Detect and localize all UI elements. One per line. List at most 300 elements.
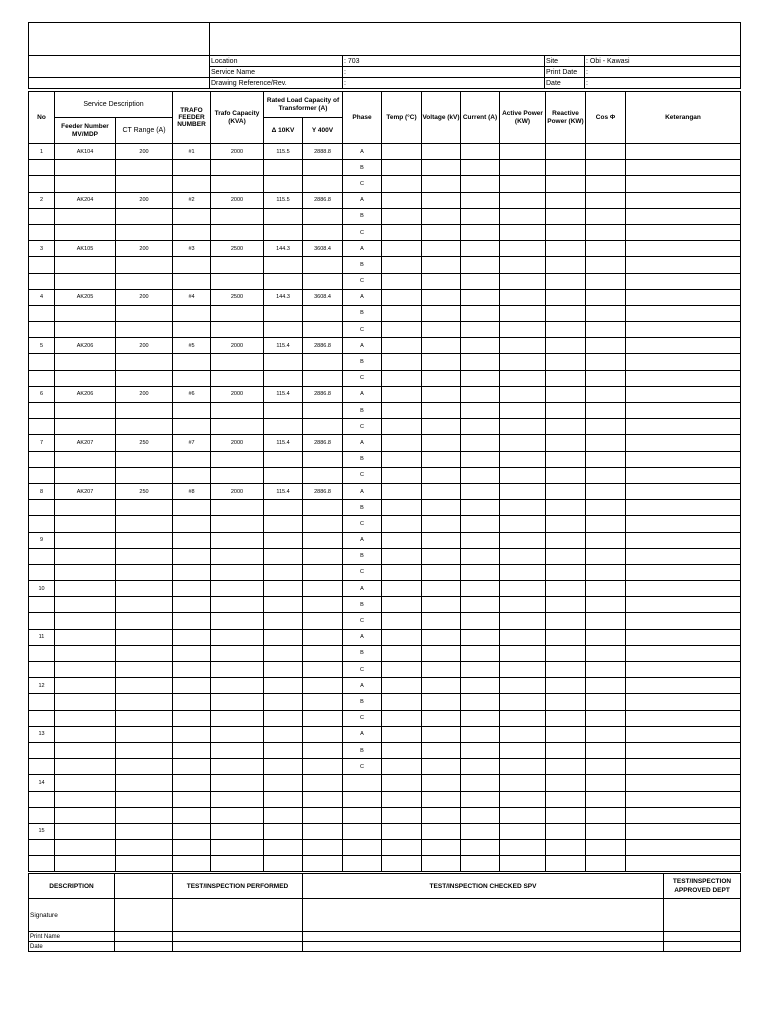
- cell-voltage[interactable]: [422, 791, 461, 807]
- cell-voltage[interactable]: [422, 241, 461, 257]
- cell-keterangan[interactable]: [626, 467, 741, 483]
- cell-reactive-power[interactable]: [546, 224, 586, 240]
- cell-cos-phi[interactable]: [586, 451, 626, 467]
- cell-reactive-power[interactable]: [546, 775, 586, 791]
- cell-temp[interactable]: [382, 710, 422, 726]
- cell-cos-phi[interactable]: [586, 160, 626, 176]
- cell-active-power[interactable]: [500, 224, 546, 240]
- cell-temp[interactable]: [382, 176, 422, 192]
- cell-keterangan[interactable]: [626, 791, 741, 807]
- cell-active-power[interactable]: [500, 176, 546, 192]
- cell-keterangan[interactable]: [626, 694, 741, 710]
- cell-voltage[interactable]: [422, 144, 461, 160]
- cell-temp[interactable]: [382, 305, 422, 321]
- cell-keterangan[interactable]: [626, 224, 741, 240]
- cell-current[interactable]: [461, 710, 500, 726]
- cell-keterangan[interactable]: [626, 548, 741, 564]
- cell-voltage[interactable]: [422, 694, 461, 710]
- cell-keterangan[interactable]: [626, 516, 741, 532]
- cell-voltage[interactable]: [422, 823, 461, 839]
- cell-voltage[interactable]: [422, 338, 461, 354]
- cell-temp[interactable]: [382, 354, 422, 370]
- cell-keterangan[interactable]: [626, 629, 741, 645]
- cell-cos-phi[interactable]: [586, 581, 626, 597]
- cell-keterangan[interactable]: [626, 322, 741, 338]
- cell-temp[interactable]: [382, 451, 422, 467]
- cell-current[interactable]: [461, 856, 500, 872]
- cell-current[interactable]: [461, 500, 500, 516]
- cell-current[interactable]: [461, 176, 500, 192]
- cell-voltage[interactable]: [422, 208, 461, 224]
- cell-cos-phi[interactable]: [586, 224, 626, 240]
- cell-cos-phi[interactable]: [586, 759, 626, 775]
- cell-current[interactable]: [461, 613, 500, 629]
- cell-reactive-power[interactable]: [546, 791, 586, 807]
- cell-temp[interactable]: [382, 273, 422, 289]
- cell-reactive-power[interactable]: [546, 354, 586, 370]
- cell-cos-phi[interactable]: [586, 516, 626, 532]
- cell-keterangan[interactable]: [626, 775, 741, 791]
- cell-current[interactable]: [461, 208, 500, 224]
- date-performed-field[interactable]: [173, 942, 303, 952]
- cell-cos-phi[interactable]: [586, 338, 626, 354]
- cell-active-power[interactable]: [500, 856, 546, 872]
- cell-current[interactable]: [461, 678, 500, 694]
- cell-temp[interactable]: [382, 629, 422, 645]
- cell-temp[interactable]: [382, 791, 422, 807]
- cell-keterangan[interactable]: [626, 710, 741, 726]
- cell-keterangan[interactable]: [626, 419, 741, 435]
- cell-keterangan[interactable]: [626, 370, 741, 386]
- signature-performed-field[interactable]: [173, 899, 303, 932]
- cell-voltage[interactable]: [422, 662, 461, 678]
- cell-active-power[interactable]: [500, 354, 546, 370]
- cell-active-power[interactable]: [500, 160, 546, 176]
- cell-reactive-power[interactable]: [546, 532, 586, 548]
- cell-keterangan[interactable]: [626, 597, 741, 613]
- cell-temp[interactable]: [382, 289, 422, 305]
- cell-cos-phi[interactable]: [586, 354, 626, 370]
- cell-temp[interactable]: [382, 370, 422, 386]
- cell-cos-phi[interactable]: [586, 742, 626, 758]
- signature-approved-field[interactable]: [664, 899, 741, 932]
- cell-reactive-power[interactable]: [546, 257, 586, 273]
- cell-current[interactable]: [461, 467, 500, 483]
- cell-current[interactable]: [461, 726, 500, 742]
- cell-temp[interactable]: [382, 386, 422, 402]
- cell-cos-phi[interactable]: [586, 241, 626, 257]
- cell-temp[interactable]: [382, 241, 422, 257]
- cell-active-power[interactable]: [500, 322, 546, 338]
- cell-current[interactable]: [461, 516, 500, 532]
- cell-temp[interactable]: [382, 516, 422, 532]
- cell-active-power[interactable]: [500, 370, 546, 386]
- cell-reactive-power[interactable]: [546, 208, 586, 224]
- cell-cos-phi[interactable]: [586, 289, 626, 305]
- cell-keterangan[interactable]: [626, 662, 741, 678]
- cell-temp[interactable]: [382, 419, 422, 435]
- cell-reactive-power[interactable]: [546, 807, 586, 823]
- cell-temp[interactable]: [382, 322, 422, 338]
- cell-voltage[interactable]: [422, 807, 461, 823]
- cell-cos-phi[interactable]: [586, 305, 626, 321]
- cell-temp[interactable]: [382, 613, 422, 629]
- cell-current[interactable]: [461, 289, 500, 305]
- cell-cos-phi[interactable]: [586, 823, 626, 839]
- cell-current[interactable]: [461, 273, 500, 289]
- cell-reactive-power[interactable]: [546, 176, 586, 192]
- cell-reactive-power[interactable]: [546, 516, 586, 532]
- cell-voltage[interactable]: [422, 192, 461, 208]
- cell-active-power[interactable]: [500, 289, 546, 305]
- cell-temp[interactable]: [382, 564, 422, 580]
- cell-current[interactable]: [461, 386, 500, 402]
- cell-voltage[interactable]: [422, 629, 461, 645]
- cell-reactive-power[interactable]: [546, 322, 586, 338]
- cell-current[interactable]: [461, 791, 500, 807]
- cell-active-power[interactable]: [500, 532, 546, 548]
- cell-voltage[interactable]: [422, 273, 461, 289]
- cell-current[interactable]: [461, 629, 500, 645]
- cell-cos-phi[interactable]: [586, 483, 626, 499]
- cell-active-power[interactable]: [500, 273, 546, 289]
- cell-active-power[interactable]: [500, 564, 546, 580]
- cell-cos-phi[interactable]: [586, 403, 626, 419]
- cell-keterangan[interactable]: [626, 273, 741, 289]
- cell-active-power[interactable]: [500, 467, 546, 483]
- cell-voltage[interactable]: [422, 289, 461, 305]
- cell-keterangan[interactable]: [626, 500, 741, 516]
- cell-keterangan[interactable]: [626, 435, 741, 451]
- cell-cos-phi[interactable]: [586, 710, 626, 726]
- cell-temp[interactable]: [382, 807, 422, 823]
- print-name-performed-field[interactable]: [173, 932, 303, 942]
- cell-current[interactable]: [461, 305, 500, 321]
- cell-current[interactable]: [461, 354, 500, 370]
- cell-temp[interactable]: [382, 742, 422, 758]
- cell-active-power[interactable]: [500, 840, 546, 856]
- cell-temp[interactable]: [382, 257, 422, 273]
- cell-voltage[interactable]: [422, 726, 461, 742]
- cell-active-power[interactable]: [500, 548, 546, 564]
- cell-active-power[interactable]: [500, 403, 546, 419]
- print-name-checked-field[interactable]: [303, 932, 664, 942]
- cell-cos-phi[interactable]: [586, 435, 626, 451]
- cell-keterangan[interactable]: [626, 305, 741, 321]
- cell-voltage[interactable]: [422, 613, 461, 629]
- cell-active-power[interactable]: [500, 726, 546, 742]
- cell-current[interactable]: [461, 338, 500, 354]
- cell-voltage[interactable]: [422, 775, 461, 791]
- cell-current[interactable]: [461, 742, 500, 758]
- cell-keterangan[interactable]: [626, 208, 741, 224]
- cell-current[interactable]: [461, 241, 500, 257]
- cell-reactive-power[interactable]: [546, 403, 586, 419]
- cell-cos-phi[interactable]: [586, 791, 626, 807]
- cell-reactive-power[interactable]: [546, 241, 586, 257]
- cell-voltage[interactable]: [422, 322, 461, 338]
- cell-active-power[interactable]: [500, 338, 546, 354]
- cell-voltage[interactable]: [422, 500, 461, 516]
- date-approved-field[interactable]: [664, 942, 741, 952]
- cell-cos-phi[interactable]: [586, 856, 626, 872]
- cell-active-power[interactable]: [500, 435, 546, 451]
- cell-temp[interactable]: [382, 192, 422, 208]
- cell-temp[interactable]: [382, 694, 422, 710]
- cell-current[interactable]: [461, 564, 500, 580]
- cell-current[interactable]: [461, 532, 500, 548]
- cell-keterangan[interactable]: [626, 581, 741, 597]
- cell-temp[interactable]: [382, 823, 422, 839]
- cell-temp[interactable]: [382, 645, 422, 661]
- date-checked-field[interactable]: [303, 942, 664, 952]
- cell-reactive-power[interactable]: [546, 160, 586, 176]
- cell-reactive-power[interactable]: [546, 419, 586, 435]
- cell-active-power[interactable]: [500, 419, 546, 435]
- cell-active-power[interactable]: [500, 678, 546, 694]
- cell-active-power[interactable]: [500, 710, 546, 726]
- cell-active-power[interactable]: [500, 645, 546, 661]
- cell-temp[interactable]: [382, 759, 422, 775]
- cell-temp[interactable]: [382, 678, 422, 694]
- cell-voltage[interactable]: [422, 581, 461, 597]
- cell-reactive-power[interactable]: [546, 467, 586, 483]
- cell-current[interactable]: [461, 192, 500, 208]
- cell-current[interactable]: [461, 645, 500, 661]
- cell-current[interactable]: [461, 823, 500, 839]
- cell-temp[interactable]: [382, 726, 422, 742]
- cell-keterangan[interactable]: [626, 192, 741, 208]
- cell-temp[interactable]: [382, 435, 422, 451]
- cell-temp[interactable]: [382, 548, 422, 564]
- cell-reactive-power[interactable]: [546, 386, 586, 402]
- cell-temp[interactable]: [382, 662, 422, 678]
- cell-cos-phi[interactable]: [586, 678, 626, 694]
- cell-temp[interactable]: [382, 160, 422, 176]
- cell-current[interactable]: [461, 597, 500, 613]
- cell-temp[interactable]: [382, 500, 422, 516]
- cell-cos-phi[interactable]: [586, 273, 626, 289]
- cell-keterangan[interactable]: [626, 176, 741, 192]
- cell-voltage[interactable]: [422, 257, 461, 273]
- cell-reactive-power[interactable]: [546, 823, 586, 839]
- cell-temp[interactable]: [382, 775, 422, 791]
- cell-reactive-power[interactable]: [546, 370, 586, 386]
- cell-keterangan[interactable]: [626, 289, 741, 305]
- cell-reactive-power[interactable]: [546, 694, 586, 710]
- cell-temp[interactable]: [382, 597, 422, 613]
- cell-current[interactable]: [461, 419, 500, 435]
- cell-keterangan[interactable]: [626, 645, 741, 661]
- cell-cos-phi[interactable]: [586, 807, 626, 823]
- cell-cos-phi[interactable]: [586, 144, 626, 160]
- cell-reactive-power[interactable]: [546, 678, 586, 694]
- cell-active-power[interactable]: [500, 742, 546, 758]
- cell-current[interactable]: [461, 144, 500, 160]
- cell-voltage[interactable]: [422, 483, 461, 499]
- cell-voltage[interactable]: [422, 354, 461, 370]
- cell-keterangan[interactable]: [626, 451, 741, 467]
- cell-active-power[interactable]: [500, 241, 546, 257]
- cell-current[interactable]: [461, 694, 500, 710]
- cell-keterangan[interactable]: [626, 354, 741, 370]
- cell-active-power[interactable]: [500, 516, 546, 532]
- cell-active-power[interactable]: [500, 613, 546, 629]
- cell-cos-phi[interactable]: [586, 176, 626, 192]
- cell-reactive-power[interactable]: [546, 613, 586, 629]
- cell-voltage[interactable]: [422, 532, 461, 548]
- cell-reactive-power[interactable]: [546, 726, 586, 742]
- cell-cos-phi[interactable]: [586, 419, 626, 435]
- cell-keterangan[interactable]: [626, 532, 741, 548]
- cell-current[interactable]: [461, 483, 500, 499]
- cell-reactive-power[interactable]: [546, 597, 586, 613]
- cell-current[interactable]: [461, 581, 500, 597]
- cell-keterangan[interactable]: [626, 742, 741, 758]
- cell-keterangan[interactable]: [626, 726, 741, 742]
- cell-reactive-power[interactable]: [546, 840, 586, 856]
- cell-voltage[interactable]: [422, 467, 461, 483]
- cell-cos-phi[interactable]: [586, 548, 626, 564]
- cell-voltage[interactable]: [422, 224, 461, 240]
- cell-active-power[interactable]: [500, 823, 546, 839]
- cell-cos-phi[interactable]: [586, 645, 626, 661]
- cell-keterangan[interactable]: [626, 338, 741, 354]
- cell-cos-phi[interactable]: [586, 840, 626, 856]
- cell-reactive-power[interactable]: [546, 289, 586, 305]
- cell-voltage[interactable]: [422, 840, 461, 856]
- cell-voltage[interactable]: [422, 564, 461, 580]
- cell-current[interactable]: [461, 807, 500, 823]
- cell-reactive-power[interactable]: [546, 144, 586, 160]
- cell-voltage[interactable]: [422, 160, 461, 176]
- cell-temp[interactable]: [382, 467, 422, 483]
- cell-temp[interactable]: [382, 532, 422, 548]
- cell-reactive-power[interactable]: [546, 629, 586, 645]
- cell-active-power[interactable]: [500, 192, 546, 208]
- cell-current[interactable]: [461, 370, 500, 386]
- cell-temp[interactable]: [382, 856, 422, 872]
- cell-cos-phi[interactable]: [586, 532, 626, 548]
- cell-keterangan[interactable]: [626, 241, 741, 257]
- cell-current[interactable]: [461, 840, 500, 856]
- cell-active-power[interactable]: [500, 483, 546, 499]
- cell-cos-phi[interactable]: [586, 629, 626, 645]
- cell-voltage[interactable]: [422, 386, 461, 402]
- cell-active-power[interactable]: [500, 775, 546, 791]
- cell-current[interactable]: [461, 224, 500, 240]
- cell-active-power[interactable]: [500, 694, 546, 710]
- cell-reactive-power[interactable]: [546, 338, 586, 354]
- cell-active-power[interactable]: [500, 386, 546, 402]
- cell-cos-phi[interactable]: [586, 257, 626, 273]
- cell-reactive-power[interactable]: [546, 856, 586, 872]
- cell-keterangan[interactable]: [626, 564, 741, 580]
- cell-reactive-power[interactable]: [546, 548, 586, 564]
- cell-reactive-power[interactable]: [546, 273, 586, 289]
- cell-reactive-power[interactable]: [546, 662, 586, 678]
- cell-cos-phi[interactable]: [586, 467, 626, 483]
- cell-current[interactable]: [461, 403, 500, 419]
- cell-temp[interactable]: [382, 840, 422, 856]
- cell-keterangan[interactable]: [626, 856, 741, 872]
- cell-reactive-power[interactable]: [546, 192, 586, 208]
- cell-current[interactable]: [461, 451, 500, 467]
- cell-current[interactable]: [461, 548, 500, 564]
- cell-current[interactable]: [461, 257, 500, 273]
- cell-temp[interactable]: [382, 403, 422, 419]
- cell-active-power[interactable]: [500, 807, 546, 823]
- cell-cos-phi[interactable]: [586, 694, 626, 710]
- cell-voltage[interactable]: [422, 435, 461, 451]
- cell-current[interactable]: [461, 160, 500, 176]
- cell-cos-phi[interactable]: [586, 322, 626, 338]
- cell-voltage[interactable]: [422, 645, 461, 661]
- cell-reactive-power[interactable]: [546, 710, 586, 726]
- cell-reactive-power[interactable]: [546, 435, 586, 451]
- cell-voltage[interactable]: [422, 548, 461, 564]
- cell-cos-phi[interactable]: [586, 726, 626, 742]
- cell-keterangan[interactable]: [626, 840, 741, 856]
- cell-current[interactable]: [461, 662, 500, 678]
- cell-voltage[interactable]: [422, 742, 461, 758]
- cell-reactive-power[interactable]: [546, 759, 586, 775]
- cell-cos-phi[interactable]: [586, 564, 626, 580]
- cell-keterangan[interactable]: [626, 807, 741, 823]
- print-name-approved-field[interactable]: [664, 932, 741, 942]
- cell-cos-phi[interactable]: [586, 775, 626, 791]
- cell-keterangan[interactable]: [626, 144, 741, 160]
- cell-temp[interactable]: [382, 224, 422, 240]
- cell-current[interactable]: [461, 322, 500, 338]
- cell-voltage[interactable]: [422, 176, 461, 192]
- cell-reactive-power[interactable]: [546, 645, 586, 661]
- cell-reactive-power[interactable]: [546, 500, 586, 516]
- cell-cos-phi[interactable]: [586, 613, 626, 629]
- cell-voltage[interactable]: [422, 370, 461, 386]
- cell-keterangan[interactable]: [626, 678, 741, 694]
- cell-active-power[interactable]: [500, 597, 546, 613]
- cell-active-power[interactable]: [500, 144, 546, 160]
- cell-voltage[interactable]: [422, 403, 461, 419]
- cell-cos-phi[interactable]: [586, 662, 626, 678]
- cell-temp[interactable]: [382, 581, 422, 597]
- cell-cos-phi[interactable]: [586, 208, 626, 224]
- cell-reactive-power[interactable]: [546, 483, 586, 499]
- cell-voltage[interactable]: [422, 305, 461, 321]
- cell-keterangan[interactable]: [626, 403, 741, 419]
- cell-keterangan[interactable]: [626, 483, 741, 499]
- cell-current[interactable]: [461, 435, 500, 451]
- cell-current[interactable]: [461, 759, 500, 775]
- cell-active-power[interactable]: [500, 759, 546, 775]
- cell-voltage[interactable]: [422, 451, 461, 467]
- cell-voltage[interactable]: [422, 678, 461, 694]
- cell-active-power[interactable]: [500, 581, 546, 597]
- cell-temp[interactable]: [382, 338, 422, 354]
- cell-keterangan[interactable]: [626, 759, 741, 775]
- cell-active-power[interactable]: [500, 257, 546, 273]
- cell-active-power[interactable]: [500, 629, 546, 645]
- cell-cos-phi[interactable]: [586, 370, 626, 386]
- cell-reactive-power[interactable]: [546, 564, 586, 580]
- cell-reactive-power[interactable]: [546, 581, 586, 597]
- cell-keterangan[interactable]: [626, 160, 741, 176]
- signature-checked-field[interactable]: [303, 899, 664, 932]
- cell-keterangan[interactable]: [626, 257, 741, 273]
- cell-voltage[interactable]: [422, 419, 461, 435]
- cell-temp[interactable]: [382, 208, 422, 224]
